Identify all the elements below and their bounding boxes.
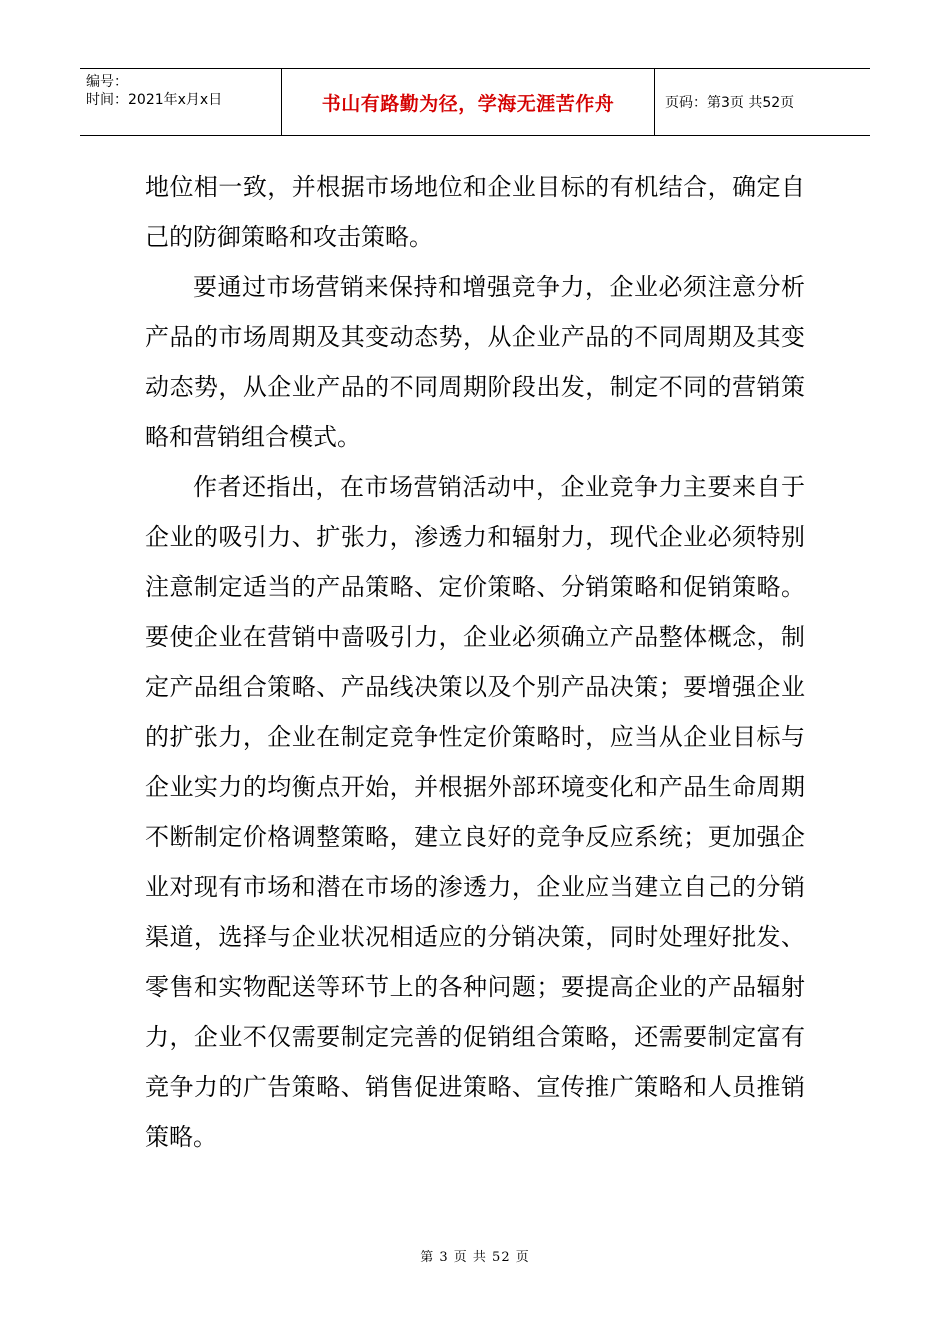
code-label: 编号： <box>86 74 128 90</box>
header-meta-cell <box>80 69 282 135</box>
paragraph: 作者还指出，在市场营销活动中，企业竞争力主要来自于企业的吸引力、扩张力，渗透力和辐射力，现代企业必须特别注意制定适当的产品策略、定价策略、分销策略和促销策略。要使企业在营销中啬吸引力，企业必须确立产品整体概念，制定产品组合策略、产品线决策以及个别产品决策；要增强企业的扩张力，企业在制定竞争性定价策略时，应当从企业目标与企业实力的均衡点开始，并根据外部环境变化和产品生命周期不断制定价格调整策略，建立良好的竞争反应系统；更加强企业对现有市场和潜在市场的渗透力，企业应当建立自己的分销渠道，选择与企业状况相适应的分销决策，同时处理好批发、零售和实物配送等环节上的各种问题；要提高企业的产品辐射力，企业不仅需要制定完善的促销组合策略，还需要制定富有竞争力的广告策略、销售促进策略、宣传推广策略和人员推销策略。 <box>145 473 805 1151</box>
paragraph: 要通过市场营销来保持和增强竞争力，企业必须注意分析产品的市场周期及其变动态势，从企业产品的不同周期及其变动态势，从企业产品的不同周期阶段出发，制定不同的营销策略和营销组合模式。 <box>145 273 805 451</box>
page-footer: 第 3 页 共 52 页 <box>420 1250 530 1265</box>
page-header <box>80 68 870 136</box>
header-motto: 书山有路勤为径，学海无涯苦作舟 <box>321 92 615 115</box>
paragraph-continuation: 地位相一致，并根据市场地位和企业目标的有机结合，确定自己的防御策略和攻击策略。 <box>145 173 805 251</box>
header-page-info: 页码：第3页 共52页 <box>665 95 795 111</box>
date-label: 时间：2021年x月x日 <box>86 92 223 108</box>
document-body <box>145 162 805 1162</box>
header-motto-cell <box>282 69 655 135</box>
header-page-cell <box>655 69 870 135</box>
